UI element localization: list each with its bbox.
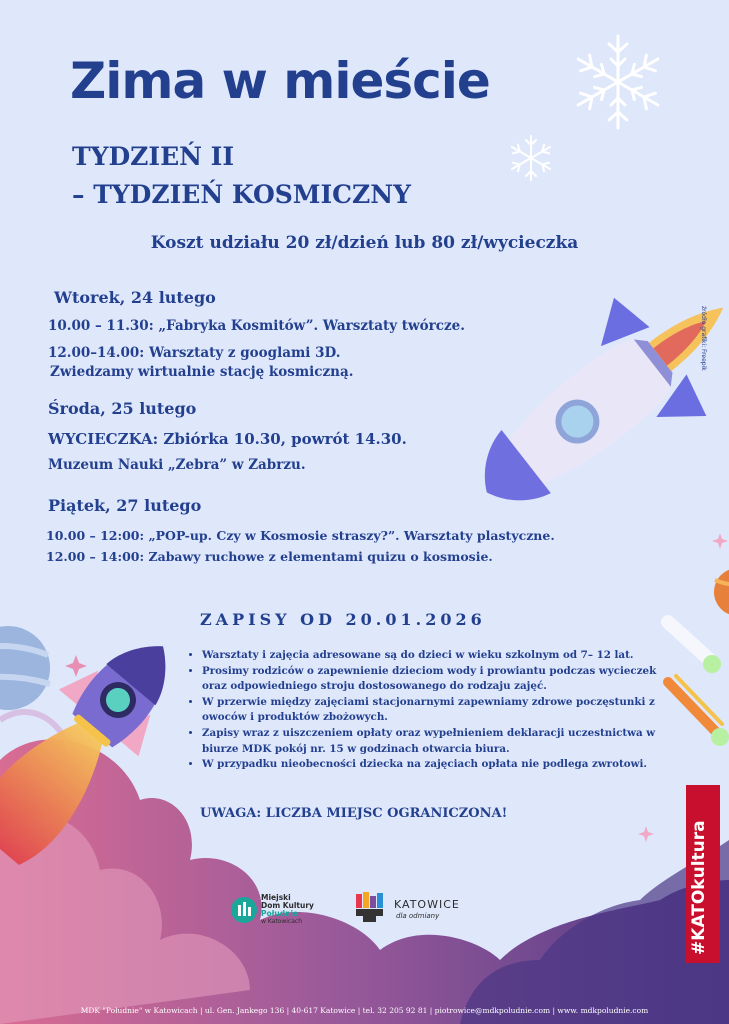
mdk-logo-icon bbox=[230, 896, 258, 924]
list-item: • W przypadku nieobecności dziecka na zajęciach opłata nie podlega zwrotowi. bbox=[202, 757, 672, 773]
mdk-logo-line4: w Katowicach bbox=[261, 918, 302, 925]
snowflake-large-icon bbox=[574, 36, 663, 128]
list-item: • Prosimy rodziców o zapewnienie dzieciom wody i prowiantu podczas wycieczek oraz odpowiedniego stroju dostosowanego do rodzaju zajęć. bbox=[202, 664, 672, 695]
subtitle-line-2: – TYDZIEŃ KOSMICZNY bbox=[72, 180, 411, 209]
mdk-logo-line1: Miejski bbox=[261, 893, 291, 902]
planet-left-icon bbox=[0, 626, 50, 710]
schedule-line: 12.00 – 14:00: Zabawy ruchowe z elementami quizu o kosmosie. bbox=[46, 549, 493, 564]
list-item: • Warsztaty i zajęcia adresowane są do dzieci w wieku szkolnym od 7– 12 lat. bbox=[202, 648, 672, 664]
day-heading-friday: Piątek, 27 lutego bbox=[48, 496, 202, 515]
image-credit: źródło grafiki: Freepik bbox=[700, 306, 707, 371]
day-heading-tuesday: Wtorek, 24 lutego bbox=[54, 288, 216, 307]
katowice-logo-name: KATOWICE bbox=[394, 898, 460, 911]
page-title: Zima w mieście bbox=[70, 52, 490, 110]
schedule-line: WYCIECZKA: Zbiórka 10.30, powrót 14.30. bbox=[48, 430, 407, 448]
katowice-logo-icon bbox=[356, 892, 388, 926]
mdk-logo bbox=[230, 893, 340, 927]
hashtag-badge bbox=[686, 785, 720, 963]
schedule-line: Muzeum Nauki „Zebra” w Zabrzu. bbox=[48, 457, 306, 473]
footer-contact: MDK "Południe" w Katowicach | ul. Gen. Jankego 136 | 40-617 Katowice | tel. 32 205 92 81 | piotrowice@mdkpoludnie.com | www. mdkpoludnie.com bbox=[80, 1006, 649, 1015]
comet-orange-icon bbox=[668, 676, 729, 746]
comet-icon bbox=[668, 622, 721, 673]
schedule-line: 10.00 – 12:00: „POP-up. Czy w Kosmosie straszy?”. Warsztaty plastyczne. bbox=[46, 528, 555, 543]
rules-list bbox=[188, 648, 672, 773]
katowice-logo bbox=[356, 892, 476, 930]
mdk-logo-line2: Dom Kultury bbox=[261, 901, 314, 910]
rocket-large-icon bbox=[441, 249, 729, 552]
sparkle-icon bbox=[712, 533, 728, 549]
registration-heading: ZAPISY OD 20.01.2026 bbox=[200, 610, 486, 629]
snowflake-small-icon bbox=[509, 136, 552, 180]
planet-right-icon bbox=[714, 568, 729, 616]
mdk-logo-line3: Południe bbox=[261, 909, 299, 918]
schedule-line: Zwiedzamy wirtualnie stację kosmiczną. bbox=[50, 364, 354, 380]
day-heading-wednesday: Środa, 25 lutego bbox=[48, 399, 197, 418]
katowice-logo-tagline: dla odmiany bbox=[396, 912, 440, 920]
schedule-line: 10.00 – 11.30: „Fabryka Kosmitów”. Warsztaty twórcze. bbox=[48, 318, 465, 334]
subtitle bbox=[72, 138, 411, 214]
subtitle-line-1: TYDZIEŃ II bbox=[72, 142, 235, 171]
list-item: • W przerwie między zajęciami stacjonarnymi zapewniamy zdrowe poczęstunki z owoców i produktów zbożowych. bbox=[202, 695, 672, 726]
list-item: • Zapisy wraz z uiszczeniem opłaty oraz wypełnieniem deklaracji uczestnictwa w biurze MDK pokój nr. 15 w godzinach otwarcia biura. bbox=[202, 726, 672, 757]
hashtag-text: #KATOkultura bbox=[689, 820, 709, 955]
sparkle-icon bbox=[65, 655, 87, 677]
schedule-line: 12.00–14.00: Warsztaty z googlami 3D. bbox=[48, 345, 341, 361]
limited-places-warning: UWAGA: LICZBA MIEJSC OGRANICZONA! bbox=[200, 806, 508, 821]
cost-info: Koszt udziału 20 zł/dzień lub 80 zł/wycieczka bbox=[150, 233, 579, 253]
sparkle-icon bbox=[638, 826, 654, 842]
